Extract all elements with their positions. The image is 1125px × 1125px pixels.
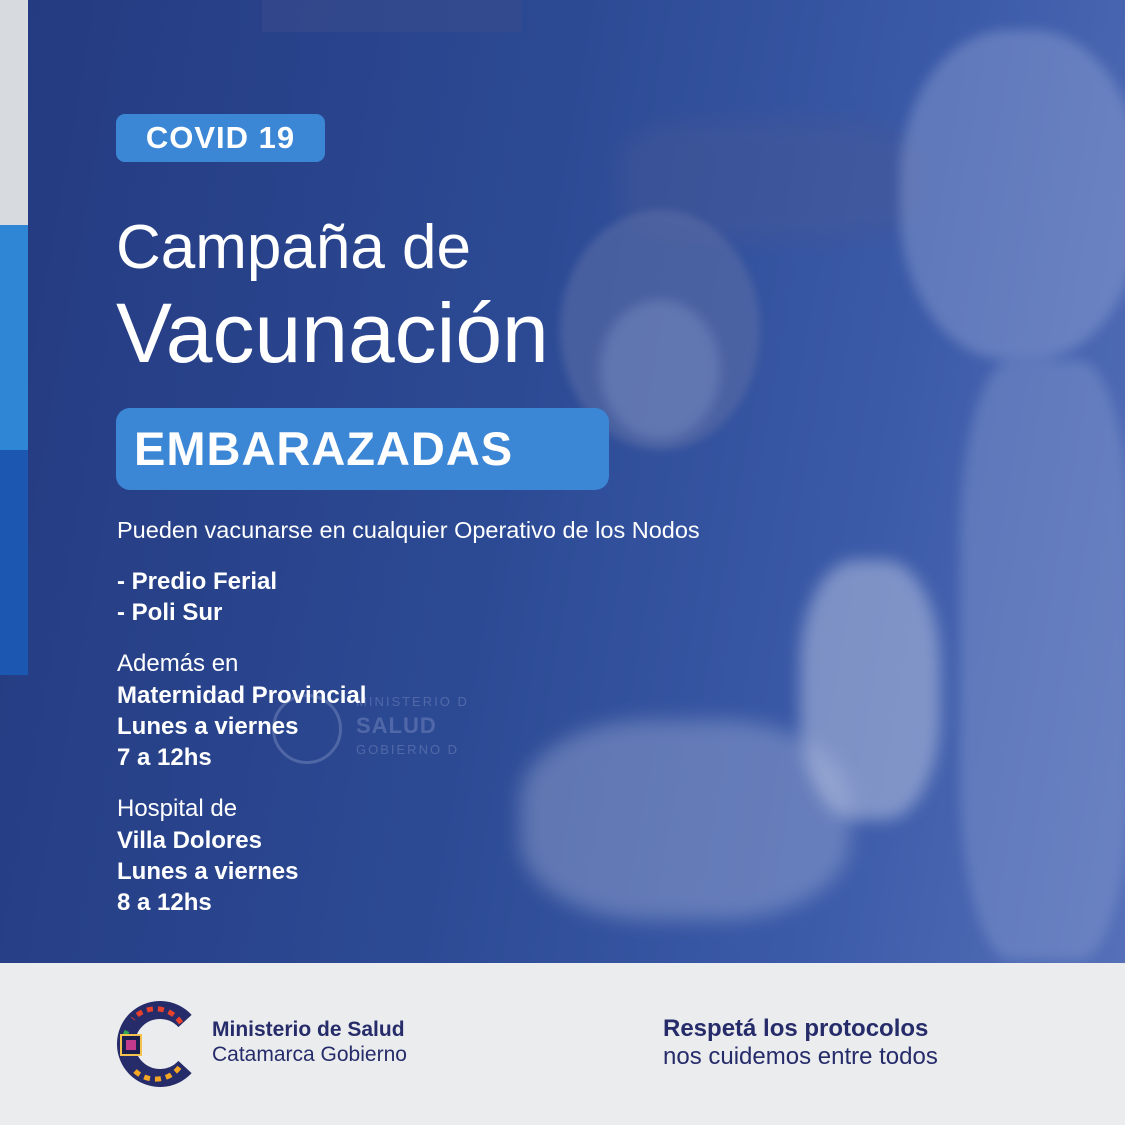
location1-days: Lunes a viernes (117, 713, 299, 740)
location2-name: Villa Dolores (117, 827, 262, 854)
title-line-1: Campaña de (116, 213, 472, 282)
intro-text: Pueden vacunarse en cualquier Operativo de los Nodos (117, 517, 700, 543)
watermark-line: MINISTERIO D (356, 694, 469, 709)
location2-hours: 8 a 12hs (117, 889, 212, 916)
org-name-line-1: Ministerio de Salud (212, 1018, 405, 1041)
location1-hours: 7 a 12hs (117, 744, 212, 771)
side-stripe-blue (0, 225, 28, 450)
org-name-line-2: Catamarca Gobierno (212, 1043, 407, 1066)
photo-shape (900, 30, 1125, 360)
ministry-logo-icon (113, 1001, 199, 1087)
watermark-line: GOBIERNO D (356, 742, 460, 757)
watermark-line: SALUD (356, 713, 437, 738)
location2-lead: Hospital de (117, 795, 238, 822)
node-item: - Poli Sur (117, 599, 223, 626)
node-item: - Predio Ferial (117, 568, 278, 595)
photo-shape (600, 300, 720, 440)
audience-pill: EMBARAZADAS (116, 408, 609, 490)
photo-shape (520, 720, 850, 920)
photo-shape (960, 360, 1125, 960)
slogan-line-1: Respetá los protocolos (663, 1015, 929, 1042)
side-stripe-dark (0, 450, 28, 675)
covid-badge: COVID 19 (116, 114, 325, 162)
location1-lead: Además en (117, 650, 239, 677)
location2-days: Lunes a viernes (117, 858, 299, 885)
photo-banner (262, 0, 522, 32)
title-line-2: Vacunación (116, 286, 549, 380)
slogan-line-2: nos cuidemos entre todos (663, 1043, 938, 1070)
side-stripe-gray (0, 0, 28, 225)
location1-name: Maternidad Provincial (117, 682, 367, 709)
